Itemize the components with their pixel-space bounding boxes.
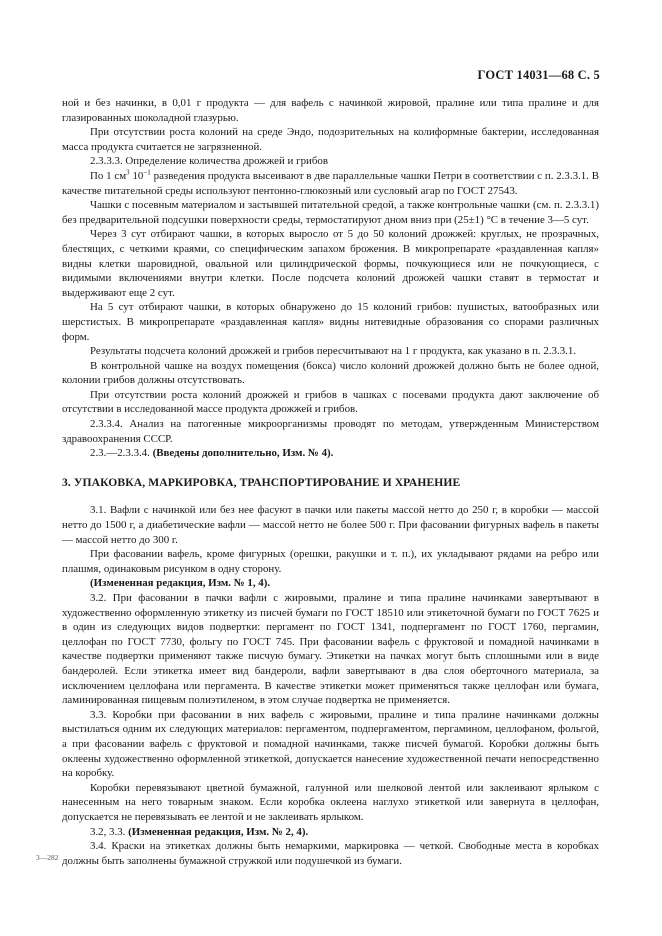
amendment-text: (Измененная редакция, Изм. № 2, 4). xyxy=(128,825,309,838)
subsection-heading: 2.3.3.3. Определение количества дрожжей и грибов xyxy=(90,155,328,168)
amendment-text: (Введены дополнительно, Изм. № 4). xyxy=(152,447,334,460)
paragraph: 3.1. Вафли с начинкой или без нее фасуют в пачки или пакеты массой нетто до 250 г, в коробки — массой нетто до 1500 г, а диабетические вафли — массой нетто не более 500 г. При фасовании фигурных вафель в пакеты — массой нетто до 300 г. xyxy=(62,504,599,546)
paragraph: ной и без начинки, в 0,01 г продукта — для вафель с начинкой жировой, пралине или типа пралине и для глазированных шоколадной глазурью. xyxy=(62,97,599,124)
paragraph: 2.3.3.4. Анализ на патогенные микроорганизмы проводят по методам, утвержденным Министерством здравоохранения СССР. xyxy=(62,418,599,445)
amendment-note xyxy=(62,825,599,840)
dilution-sup: 3 xyxy=(126,168,130,177)
page-header: ГОСТ 14031—68 С. 5 xyxy=(477,68,600,82)
paragraph-text: разведения продукта высеивают в две параллельные чашки Петри в соответствии с п. 2.3.3.1. В качестве питательной среды используют пентонно-глюкозный или сусловый агар по ГОСТ 27543. xyxy=(62,169,599,197)
paragraph: Чашки с посевным материалом и застывшей питательной средой, а также контрольные чашки (см. п. 2.3.3.1) без предварительной подсушки поверхности среды, термостатируют дном вниз при (25±1) °С в течение 3—5 сут. xyxy=(62,199,599,226)
paragraph: На 5 сут отбирают чашки, в которых обнаружено до 15 колоний грибов: пушистых, ватообразных или шерстистых. В микропрепарате «раздавленная капля» видны нитевидные образования со спорами различных форм. xyxy=(62,301,599,343)
amendment-note xyxy=(62,446,599,461)
paragraph: Через 3 сут отбирают чашки, в которых выросло от 5 до 50 колоний дрожжей: круглых, не прозрачных, блестящих, с четкими краями, со специфическим запахом брожения. В микропрепарате «раздавленная капля» видны клетки шаровидной, овальной или цилиндрической формы, почкующиеся или не почкующиеся, с видимыми включениями внутри клетки. После подсчета колоний дрожжей чашки ставят в термостат и выдерживают еще 2 сут. xyxy=(62,228,599,299)
document-body xyxy=(62,96,599,868)
paragraph: При отсутствии роста колоний на среде Эндо, подозрительных на колиформные бактерии, исследованная масса продукта считается не загрязненной. xyxy=(62,126,599,153)
amendment-ref: 3.2, 3.3. xyxy=(90,825,126,838)
paragraph: 3.2. При фасовании в пачки вафли с жировыми, пралине и типа пралине начинками завертывают в художественно оформленную этикетку из писчей бумаги по ГОСТ 18510 или этикеточной бумаги по ГОСТ 7625 и в один из следующих видов подвертки: пергамент по ГОСТ 1341, подпергамент по ГОСТ 1760, пергамин, целлофан по ГОСТ 7730, фольгу по ГОСТ 745. При фасовании вафель с фруктовой и помадной начинками в качестве подвертки применяют также писчую бумагу. Этикетки на пачках могут быть сплошными или в виде бандеролей. Если этикетка имеет вид бандероли, вафли завертывают в два слоя оберточного материала, за исключением целлофана или пергамента. В качестве этикетки может применяться также целлофан или бумага, ламинированная пищевым полиэтиленом, в этом случае подвертка не применяется. xyxy=(62,592,599,707)
dilution-base: 10 xyxy=(129,169,144,182)
paragraph: В контрольной чашке на воздух помещения (бокса) число колоний дрожжей должно быть не более одной, колонии грибов должны отсутствовать. xyxy=(62,359,599,387)
paragraph: Результаты подсчета колоний дрожжей и грибов пересчитывают на 1 г продукта, как указано в п. 2.3.3.1. xyxy=(90,345,577,358)
paragraph: 3.3. Коробки при фасовании в них вафель с жировыми, пралине и типа пралине начинками должны выстилаться одним их следующих материалов: пергаментом, подпергаментом, пергамином, целлофаном, фольгой, а при фасовании вафель с фруктовой и помадной начинками, также писчей бумагой. Коробки должны быть оклеены художественно оформленной этикеткой, допускается нанесение художественной печати непосредственно на коробку. xyxy=(62,708,599,780)
dilution-exp: −1 xyxy=(143,168,151,177)
paragraph: 3.4. Краски на этикетках должны быть немаркими, маркировка — четкой. Свободные места в коробках должны быть заполнены бумажной стружкой или подушечкой из бумаги. xyxy=(62,840,599,867)
dilution-prefix: По 1 см xyxy=(90,169,127,182)
page-footer-code: 3—282 xyxy=(36,853,59,862)
section-title: 3. УПАКОВКА, МАРКИРОВКА, ТРАНСПОРТИРОВАНИЕ И ХРАНЕНИЕ xyxy=(62,475,461,489)
paragraph: Коробки перевязывают цветной бумажной, галунной или шелковой лентой или заклеивают ярлыком с нанесенным на него товарным знаком. Если коробка оклеена наглухо этикеткой или завернута в целлофан, допускается не перевязывать ее лентой и не заклеивать ярлыком. xyxy=(62,781,599,823)
paragraph xyxy=(62,169,599,198)
amendment-ref: 2.3.—2.3.3.4. xyxy=(90,447,150,460)
amendment-note: (Измененная редакция, Изм. № 1, 4). xyxy=(90,577,271,590)
paragraph: При фасовании вафель, кроме фигурных (орешки, ракушки и т. п.), их укладывают рядами на ребро или плашмя, одинаковым рисунком в одну сторону. xyxy=(62,548,599,575)
paragraph: При отсутствии роста колоний дрожжей и грибов в чашках с посевами продукта дают заключение об отсутствии в исследованной массе продукта дрожжей и грибов. xyxy=(62,388,599,416)
